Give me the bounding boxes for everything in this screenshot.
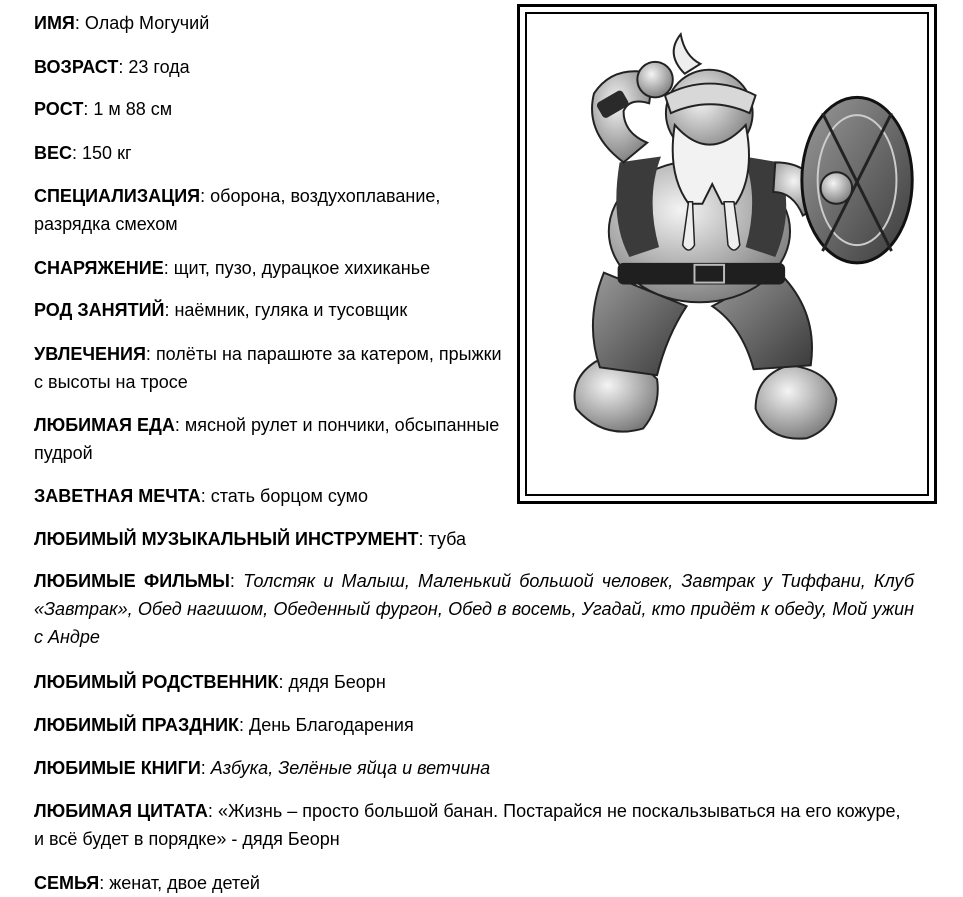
viking-dwarf-illustration	[527, 14, 927, 494]
field-value: наёмник, гуляка и тусовщик	[174, 300, 408, 320]
field-instrument: ЛЮБИМЫЙ МУЗЫКАЛЬНЫЙ ИНСТРУМЕНТ: туба	[34, 529, 467, 549]
field-value: щит, пузо, дурацкое хихиканье	[173, 258, 431, 278]
field-value: 150 кг	[82, 143, 132, 163]
field-value: 1 м 88 см	[93, 99, 173, 119]
field-label: ИМЯ	[34, 13, 75, 33]
field-hobbies: УВЛЕЧЕНИЯ: полёты на парашюте за катером, прыжки с высоты на тросе	[34, 344, 502, 392]
field-label: ЛЮБИМЫЙ МУЗЫКАЛЬНЫЙ ИНСТРУМЕНТ	[34, 529, 419, 549]
field-label: ВЕС	[34, 143, 73, 163]
field-label: ЛЮБИМАЯ ЦИТАТА	[34, 801, 208, 821]
field-relative: ЛЮБИМЫЙ РОДСТВЕННИК: дядя Беорн	[34, 672, 386, 692]
field-dream: ЗАВЕТНАЯ МЕЧТА: стать борцом сумо	[34, 486, 369, 506]
field-value: Азбука, Зелёные яйца и ветчина	[210, 758, 491, 778]
field-label: ЛЮБИМЫЙ ПРАЗДНИК	[34, 715, 240, 735]
field-label: ЛЮБИМЫЙ РОДСТВЕННИК	[34, 672, 279, 692]
field-value: стать борцом сумо	[210, 486, 369, 506]
field-books: ЛЮБИМЫЕ КНИГИ: Азбука, Зелёные яйца и ветчина	[34, 758, 491, 778]
field-value: Толстяк и Малыш, Маленький большой человек, Завтрак у Тиффани, Клуб «Завтрак», Обед нагишом, Обеденный фургон, Обед в восемь, Угадай, кто придёт к обеду, Мой ужин с Андре	[34, 571, 914, 647]
portrait-inner-border	[525, 12, 929, 496]
field-label: СЕМЬЯ	[34, 873, 100, 893]
field-label: СНАРЯЖЕНИЕ	[34, 258, 164, 278]
field-value: мясной рулет и пончики, обсыпанные пудрой	[34, 415, 500, 463]
field-label: РОД ЗАНЯТИЙ	[34, 300, 165, 320]
field-movies: ЛЮБИМЫЕ ФИЛЬМЫ: Толстяк и Малыш, Маленький большой человек, Завтрак у Тиффани, Клуб «Завтрак», Обед нагишом, Обеденный фургон, Обед в восемь, Угадай, кто придёт к обеду, Мой ужин с Андре	[34, 571, 914, 647]
field-value: оборона, воздухоплавание, разрядка смехом	[34, 186, 441, 234]
field-height: РОСТ: 1 м 88 см	[34, 99, 173, 119]
field-label: ЛЮБИМЫЕ ФИЛЬМЫ	[34, 571, 230, 591]
field-weight: ВЕС: 150 кг	[34, 143, 132, 163]
field-equipment: СНАРЯЖЕНИЕ: щит, пузо, дурацкое хихиканье	[34, 258, 431, 278]
field-specialization: СПЕЦИАЛИЗАЦИЯ: оборона, воздухоплавание, разрядка смехом	[34, 186, 441, 234]
field-label: ЛЮБИМЫЕ КНИГИ	[34, 758, 201, 778]
field-value: Олаф Могучий	[84, 13, 210, 33]
field-value: женат, двое детей	[109, 873, 260, 893]
portrait-frame	[517, 4, 937, 504]
field-value: День Благодарения	[249, 715, 414, 735]
field-label: РОСТ	[34, 99, 84, 119]
field-label: ВОЗРАСТ	[34, 57, 119, 77]
field-name: ИМЯ: Олаф Могучий	[34, 13, 210, 33]
field-age: ВОЗРАСТ: 23 года	[34, 57, 190, 77]
field-label: УВЛЕЧЕНИЯ	[34, 344, 146, 364]
field-value: «Жизнь – просто большой банан. Постарайся не поскальзываться на его кожуре, и всё будет в порядке» - дядя Беорн	[34, 801, 901, 849]
field-value: полёты на парашюте за катером, прыжки с высоты на тросе	[34, 344, 502, 392]
field-label: ЗАВЕТНАЯ МЕЧТА	[34, 486, 201, 506]
field-favorite-food: ЛЮБИМАЯ ЕДА: мясной рулет и пончики, обсыпанные пудрой	[34, 415, 500, 463]
field-holiday: ЛЮБИМЫЙ ПРАЗДНИК: День Благодарения	[34, 715, 414, 735]
field-family: СЕМЬЯ: женат, двое детей	[34, 873, 260, 893]
field-value: 23 года	[128, 57, 190, 77]
field-label: ЛЮБИМАЯ ЕДА	[34, 415, 175, 435]
field-label: СПЕЦИАЛИЗАЦИЯ	[34, 186, 201, 206]
field-occupation: РОД ЗАНЯТИЙ: наёмник, гуляка и тусовщик	[34, 300, 408, 320]
field-value: туба	[428, 529, 467, 549]
field-value: дядя Беорн	[288, 672, 386, 692]
field-quote: ЛЮБИМАЯ ЦИТАТА: «Жизнь – просто большой банан. Постарайся не поскальзываться на его кожуре, и всё будет в порядке» - дядя Беорн	[34, 801, 901, 849]
